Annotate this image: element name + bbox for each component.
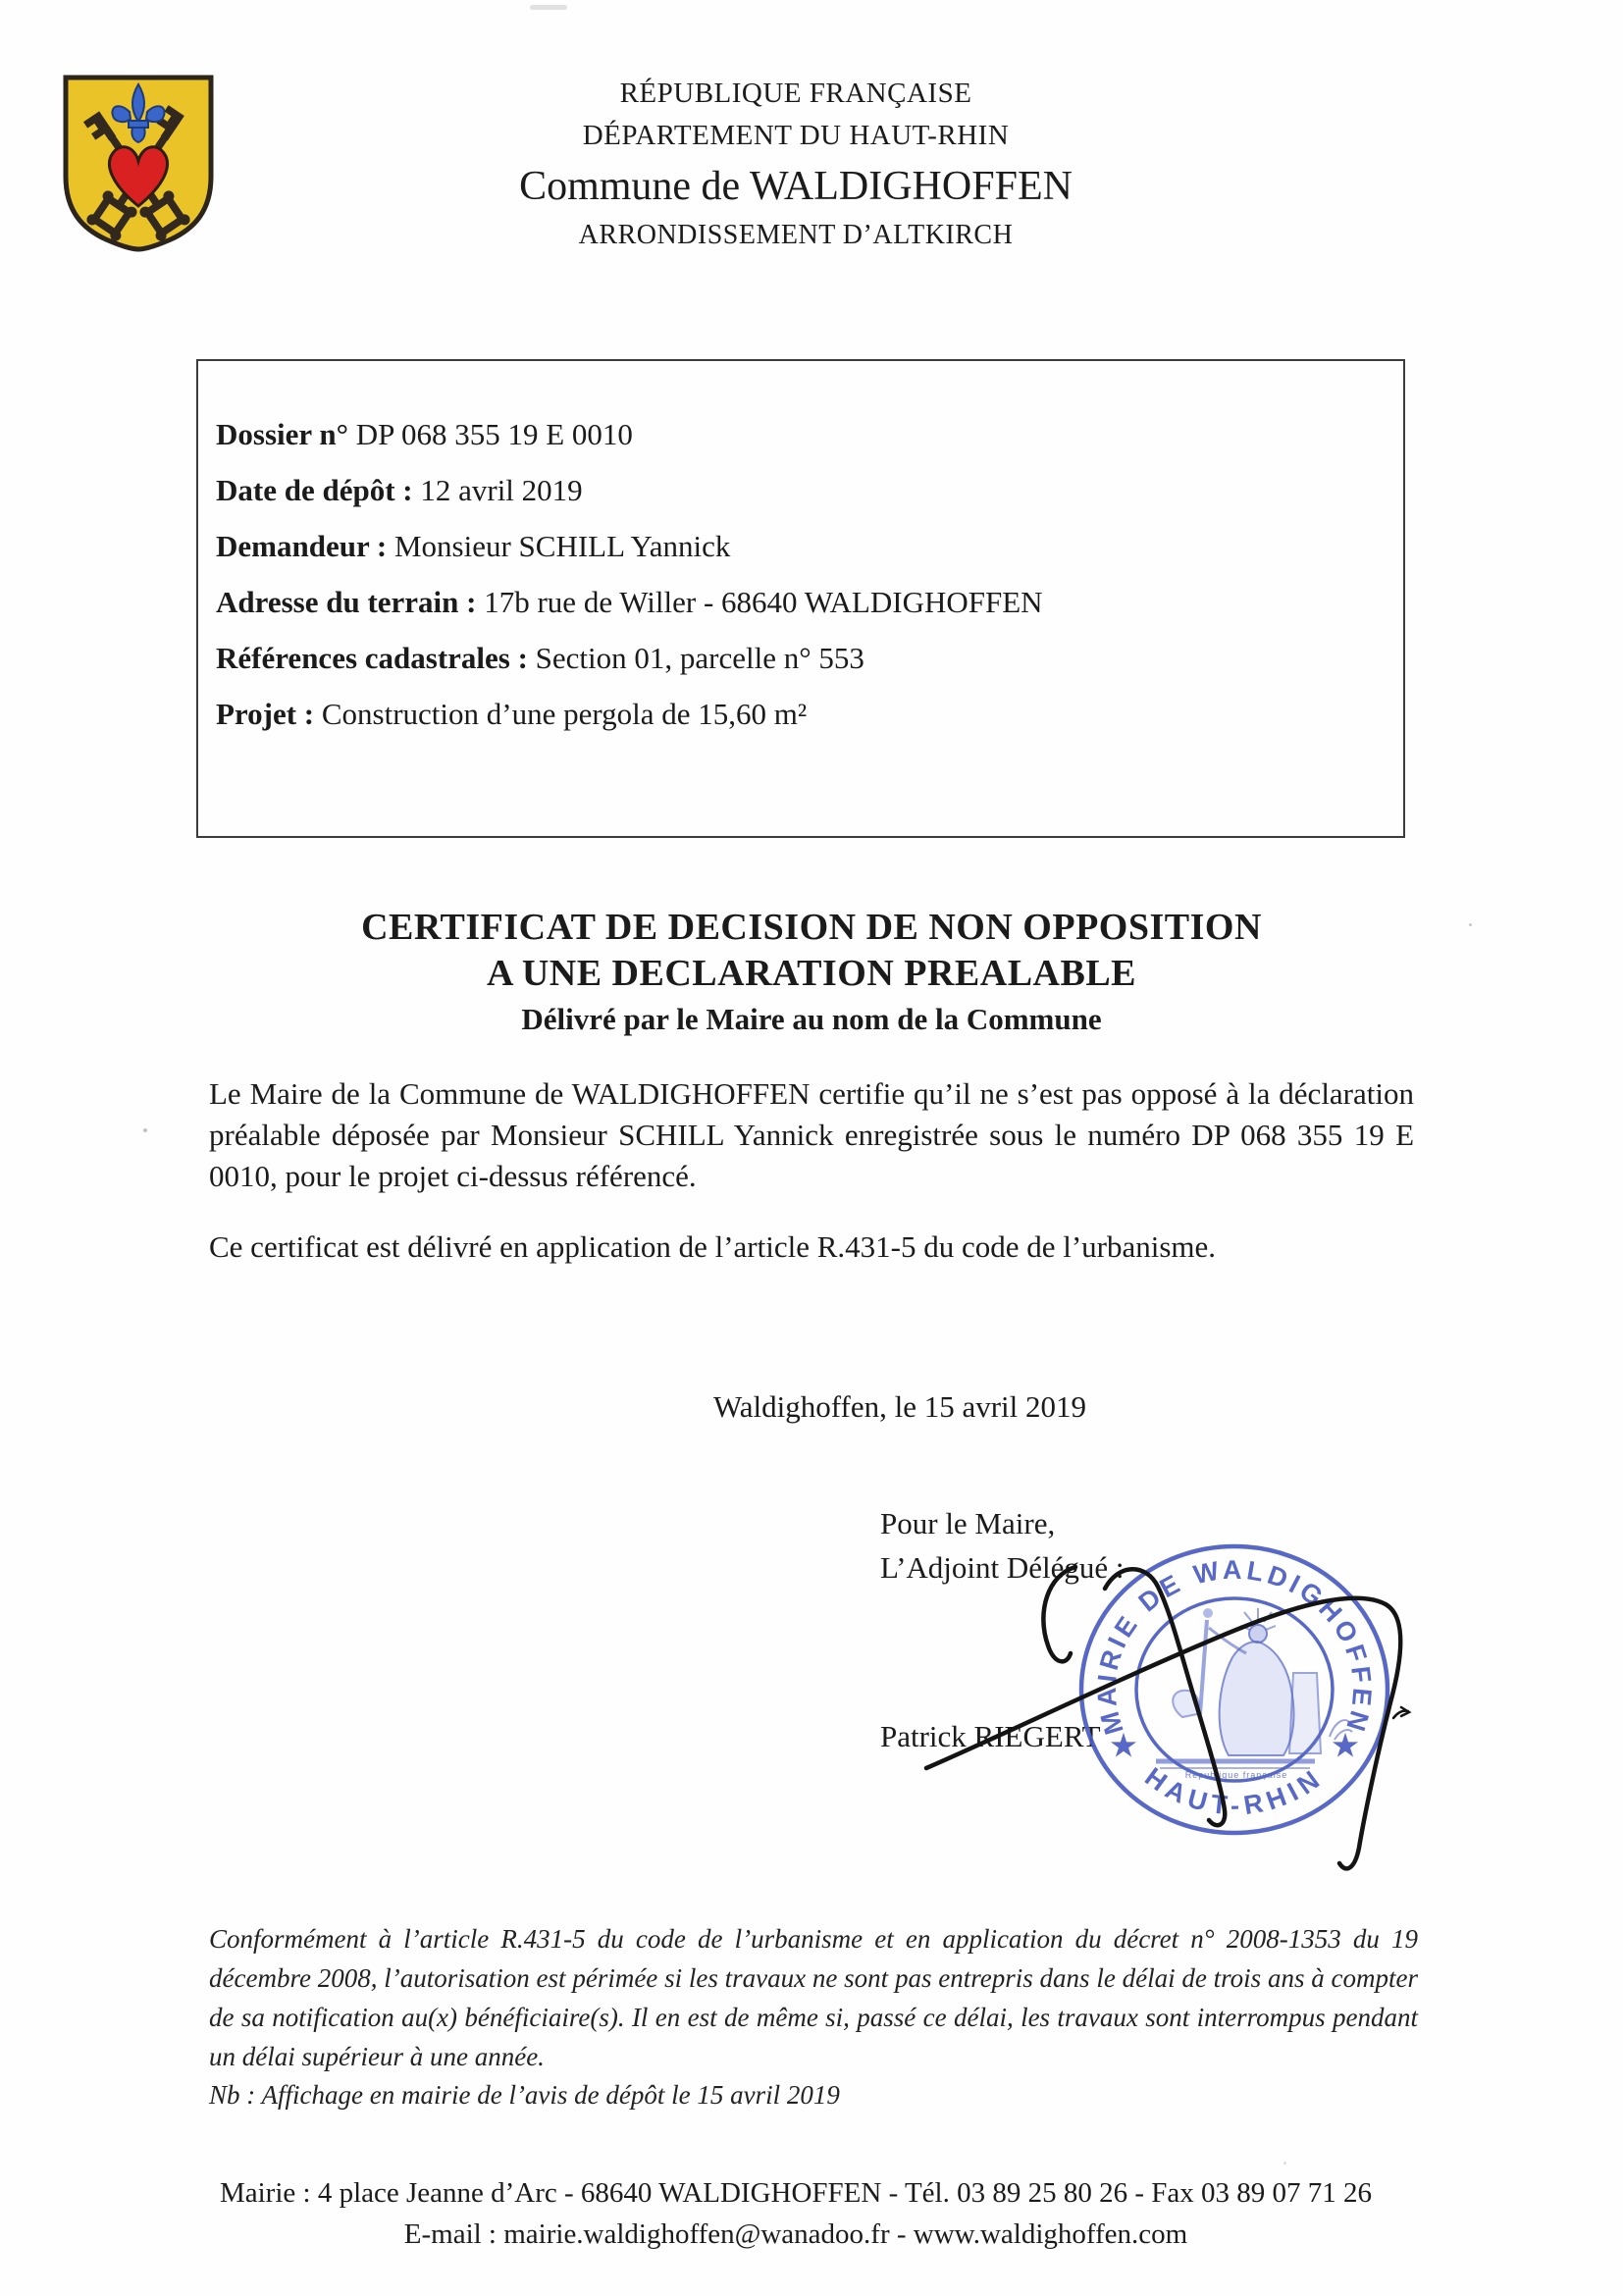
field-label: Demandeur : [216,529,388,563]
arrondissement-line: ARRONDISSEMENT D’ALTKIRCH [578,220,1014,250]
dossier-number-row [216,406,1384,462]
certificate-application-paragraph: Ce certificat est délivré en application de l’article R.431-5 du code de l’urbanisme. [209,1229,1217,1264]
place-date-line: Waldighoffen, le 15 avril 2019 [713,1389,1087,1424]
project-row [216,686,1384,742]
applicant-row [216,518,1384,574]
certificate-title [0,905,1623,1042]
field-value: DP 068 355 19 E 0010 [355,417,633,451]
stamp-top-text: MAIRIE DE WALDIGHOFFEN [1091,1554,1378,1739]
cadastral-row [216,630,1384,686]
field-label: Adresse du terrain : [216,585,477,619]
departement-line: DÉPARTEMENT DU HAUT-RHIN [582,120,1010,151]
stamp-bottom-text: HAUT-RHIN [1139,1761,1330,1821]
deposit-date-row [216,462,1384,518]
footer-email-line: E-mail : mairie.waldighoffen@wanadoo.fr - www.waldighoffen.com [403,2218,1188,2250]
commune-title: Commune de WALDIGHOFFEN [519,164,1073,209]
title-line-3: Délivré par le Maire au nom de la Commune [521,1002,1102,1036]
address-row [216,574,1384,630]
field-value: Construction d’une pergola de 15,60 m² [321,697,808,731]
title-line-2: A UNE DECLARATION PREALABLE [486,953,1137,994]
republique-line: RÉPUBLIQUE FRANÇAISE [619,78,972,109]
scan-smudge [530,5,567,10]
field-value: 12 avril 2019 [420,473,583,507]
footer-address-line: Mairie : 4 place Jeanne d’Arc - 68640 WALDIGHOFFEN - Tél. 03 89 25 80 26 - Fax 03 89 07 71 26 [219,2177,1373,2209]
dossier-info-box [196,359,1405,838]
signature-role-line-2: L’Adjoint Délégué : [880,1550,1125,1585]
stamp-left-star-icon: ★ [1108,1728,1139,1765]
field-label: Dossier n° [216,417,348,451]
field-label: Date de dépôt : [216,473,413,507]
field-label: Projet : [216,697,315,731]
document-header [0,73,1592,255]
field-value: Monsieur SCHILL Yannick [393,529,731,563]
stamp-center-text: République française [1184,1770,1288,1780]
nb-posting-note: Nb : Affichage en mairie de l’avis de dépôt le 15 avril 2019 [209,2080,840,2110]
stamp-right-star-icon: ★ [1330,1728,1361,1765]
certificate-body-paragraph: Le Maire de la Commune de WALDIGHOFFEN certifie qu’il ne s’est pas opposé à la déclaration préalable déposée par Monsieur SCHILL Yannick enregistrée sous le numéro DP 068 355 19 E 0010, pour le projet ci-dessus référencé. [209,1076,1414,1193]
field-value: 17b rue de Willer - 68640 WALDIGHOFFEN [484,585,1043,619]
field-label: Références cadastrales : [216,641,528,675]
stamp-marianne-figure [1156,1608,1352,1768]
scan-dot [143,1128,147,1132]
mairie-round-stamp [913,1526,1442,1904]
pen-tick-mark [1393,1707,1409,1718]
legal-notice-paragraph: Conformément à l’article R.431-5 du code de l’urbanisme et en application du décret n° 2008-1353 du 19 décembre 2008, l’autorisation est périmée si les travaux ne sont pas entrepris dans le délai de trois ans à compter de sa notification au(x) bénéficiaire(s). Il en est de même si, passé ce délai, les travaux sont interrompus pendant un délai supérieur à une année. [209,1924,1418,2071]
title-line-1: CERTIFICAT DE DECISION DE NON OPPOSITION [361,907,1262,948]
signature-role-line-1: Pour le Maire, [880,1506,1056,1540]
contact-footer [0,2172,1592,2255]
signatory-name: Patrick RIEGERT [880,1719,1101,1753]
field-value: Section 01, parcelle n° 553 [535,641,864,675]
scan-dot [1283,2162,1286,2165]
